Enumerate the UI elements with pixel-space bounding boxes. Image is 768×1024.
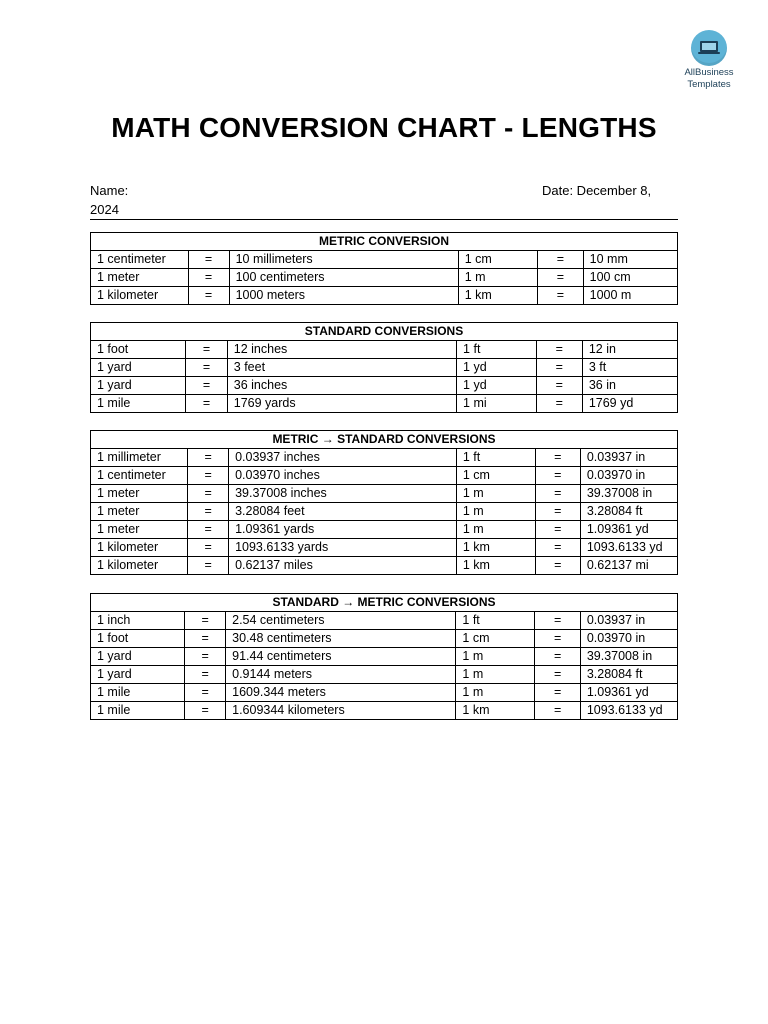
equals-cell: =: [185, 648, 226, 666]
unit-cell: 1 mile: [91, 395, 186, 413]
table-header-row: [91, 323, 678, 341]
table-header-row: [91, 431, 678, 449]
abbr-unit-cell: 1 m: [456, 521, 535, 539]
equals-cell: =: [185, 630, 226, 648]
abbr-value-cell: 1093.6133 yd: [580, 539, 677, 557]
laptop-icon: [691, 30, 727, 66]
equals-cell: =: [536, 359, 582, 377]
abbr-value-cell: 36 in: [582, 377, 677, 395]
abbr-unit-cell: 1 m: [456, 666, 535, 684]
abbr-value-cell: 12 in: [582, 341, 677, 359]
table-row: [91, 630, 678, 648]
unit-cell: 1 kilometer: [91, 557, 188, 575]
unit-cell: 1 yard: [91, 648, 185, 666]
unit-cell: 1 foot: [91, 341, 186, 359]
unit-cell: 1 meter: [91, 485, 188, 503]
value-cell: 0.03970 inches: [229, 467, 457, 485]
equals-cell: =: [536, 341, 582, 359]
equals-cell: =: [535, 557, 580, 575]
divider-line: [90, 219, 678, 220]
equals-cell: =: [535, 666, 580, 684]
table-header-row: [91, 594, 678, 612]
unit-cell: 1 yard: [91, 666, 185, 684]
unit-cell: 1 kilometer: [91, 539, 188, 557]
table-header-row: [91, 233, 678, 251]
abbr-value-cell: 1.09361 yd: [580, 521, 677, 539]
value-cell: 0.62137 miles: [229, 557, 457, 575]
value-cell: 3 feet: [227, 359, 456, 377]
equals-cell: =: [535, 630, 580, 648]
equals-cell: =: [538, 269, 584, 287]
abbr-unit-cell: 1 m: [458, 269, 537, 287]
abbr-unit-cell: 1 cm: [458, 251, 537, 269]
equals-cell: =: [535, 684, 580, 702]
unit-cell: 1 meter: [91, 521, 188, 539]
equals-cell: =: [535, 485, 580, 503]
equals-cell: =: [188, 287, 229, 305]
abbr-unit-cell: 1 ft: [456, 449, 535, 467]
table-row: [91, 359, 678, 377]
unit-cell: 1 yard: [91, 377, 186, 395]
value-cell: 2.54 centimeters: [226, 612, 456, 630]
equals-cell: =: [186, 395, 227, 413]
abbr-unit-cell: 1 m: [456, 684, 535, 702]
table-row: [91, 251, 678, 269]
table-header: STANDARD → METRIC CONVERSIONS: [91, 594, 678, 612]
table-row: [91, 612, 678, 630]
value-cell: 0.03937 inches: [229, 449, 457, 467]
table-row: [91, 521, 678, 539]
equals-cell: =: [535, 449, 580, 467]
equals-cell: =: [185, 666, 226, 684]
abbr-value-cell: 1093.6133 yd: [580, 702, 677, 720]
abbr-value-cell: 0.03970 in: [580, 630, 677, 648]
abbr-value-cell: 100 cm: [583, 269, 677, 287]
unit-cell: 1 foot: [91, 630, 185, 648]
abbr-value-cell: 3.28084 ft: [580, 503, 677, 521]
abbr-value-cell: 3 ft: [582, 359, 677, 377]
equals-cell: =: [535, 648, 580, 666]
equals-cell: =: [188, 251, 229, 269]
abbr-unit-cell: 1 km: [456, 539, 535, 557]
abbr-unit-cell: 1 km: [456, 702, 535, 720]
table-row: [91, 557, 678, 575]
value-cell: 91.44 centimeters: [226, 648, 456, 666]
value-cell: 30.48 centimeters: [226, 630, 456, 648]
equals-cell: =: [188, 485, 229, 503]
equals-cell: =: [536, 377, 582, 395]
value-cell: 0.9144 meters: [226, 666, 456, 684]
unit-cell: 1 yard: [91, 359, 186, 377]
date-year: 2024: [90, 202, 119, 217]
equals-cell: =: [186, 341, 227, 359]
abbr-value-cell: 1769 yd: [582, 395, 677, 413]
equals-cell: =: [535, 503, 580, 521]
table-header: METRIC → STANDARD CONVERSIONS: [91, 431, 678, 449]
equals-cell: =: [538, 251, 584, 269]
unit-cell: 1 inch: [91, 612, 185, 630]
abbr-unit-cell: 1 m: [456, 503, 535, 521]
table-row: [91, 684, 678, 702]
equals-cell: =: [535, 539, 580, 557]
unit-cell: 1 mile: [91, 684, 185, 702]
equals-cell: =: [535, 521, 580, 539]
equals-cell: =: [186, 377, 227, 395]
abbr-value-cell: 1000 m: [583, 287, 677, 305]
table-row: [91, 539, 678, 557]
abbr-value-cell: 0.03970 in: [580, 467, 677, 485]
table-row: [91, 449, 678, 467]
abbr-value-cell: 0.03937 in: [580, 449, 677, 467]
abbr-value-cell: 39.37008 in: [580, 485, 677, 503]
abbr-unit-cell: 1 m: [456, 485, 535, 503]
table-row: [91, 485, 678, 503]
abbr-unit-cell: 1 cm: [456, 467, 535, 485]
equals-cell: =: [186, 359, 227, 377]
value-cell: 1.09361 yards: [229, 521, 457, 539]
page-title: MATH CONVERSION CHART - LENGTHS: [111, 112, 657, 143]
abbr-value-cell: 3.28084 ft: [580, 666, 677, 684]
abbr-unit-cell: 1 km: [458, 287, 537, 305]
value-cell: 1000 meters: [229, 287, 458, 305]
equals-cell: =: [185, 612, 226, 630]
unit-cell: 1 meter: [91, 269, 189, 287]
table-row: [91, 666, 678, 684]
conversion-table: [90, 232, 678, 305]
table-row: [91, 702, 678, 720]
logo-text-line1: AllBusiness: [684, 67, 734, 78]
value-cell: 100 centimeters: [229, 269, 458, 287]
value-cell: 1769 yards: [227, 395, 456, 413]
abbr-unit-cell: 1 m: [456, 648, 535, 666]
equals-cell: =: [536, 395, 582, 413]
unit-cell: 1 millimeter: [91, 449, 188, 467]
unit-cell: 1 kilometer: [91, 287, 189, 305]
table-row: [91, 287, 678, 305]
value-cell: 39.37008 inches: [229, 485, 457, 503]
value-cell: 1.609344 kilometers: [226, 702, 456, 720]
table-header: METRIC CONVERSION: [91, 233, 678, 251]
unit-cell: 1 centimeter: [91, 467, 188, 485]
value-cell: 1609.344 meters: [226, 684, 456, 702]
equals-cell: =: [185, 684, 226, 702]
equals-cell: =: [535, 467, 580, 485]
table-row: [91, 648, 678, 666]
value-cell: 12 inches: [227, 341, 456, 359]
abbr-value-cell: 0.03937 in: [580, 612, 677, 630]
equals-cell: =: [188, 269, 229, 287]
conversion-table: [90, 322, 678, 413]
equals-cell: =: [188, 539, 229, 557]
equals-cell: =: [188, 521, 229, 539]
abbr-unit-cell: 1 mi: [457, 395, 537, 413]
unit-cell: 1 centimeter: [91, 251, 189, 269]
equals-cell: =: [538, 287, 584, 305]
equals-cell: =: [535, 612, 580, 630]
value-cell: 1093.6133 yards: [229, 539, 457, 557]
abbr-unit-cell: 1 ft: [457, 341, 537, 359]
equals-cell: =: [188, 557, 229, 575]
conversion-table: [90, 593, 678, 720]
table-header: STANDARD CONVERSIONS: [91, 323, 678, 341]
abbr-value-cell: 1.09361 yd: [580, 684, 677, 702]
value-cell: 3.28084 feet: [229, 503, 457, 521]
abbr-value-cell: 10 mm: [583, 251, 677, 269]
logo-text-line2: Templates: [687, 79, 731, 90]
equals-cell: =: [188, 467, 229, 485]
name-label: Name:: [90, 183, 129, 198]
equals-cell: =: [188, 449, 229, 467]
equals-cell: =: [535, 702, 580, 720]
abbr-unit-cell: 1 cm: [456, 630, 535, 648]
unit-cell: 1 meter: [91, 503, 188, 521]
table-row: [91, 269, 678, 287]
equals-cell: =: [185, 702, 226, 720]
table-row: [91, 377, 678, 395]
date-label: Date: December 8,: [542, 183, 652, 198]
table-row: [91, 467, 678, 485]
abbr-unit-cell: 1 km: [456, 557, 535, 575]
abbr-unit-cell: 1 yd: [457, 359, 537, 377]
value-cell: 10 millimeters: [229, 251, 458, 269]
abbr-unit-cell: 1 yd: [457, 377, 537, 395]
abbr-unit-cell: 1 ft: [456, 612, 535, 630]
equals-cell: =: [188, 503, 229, 521]
table-row: [91, 395, 678, 413]
value-cell: 36 inches: [227, 377, 456, 395]
conversion-table: [90, 430, 678, 575]
allbusiness-templates-logo: [670, 30, 748, 90]
table-row: [91, 341, 678, 359]
table-row: [91, 503, 678, 521]
unit-cell: 1 mile: [91, 702, 185, 720]
abbr-value-cell: 0.62137 mi: [580, 557, 677, 575]
abbr-value-cell: 39.37008 in: [580, 648, 677, 666]
